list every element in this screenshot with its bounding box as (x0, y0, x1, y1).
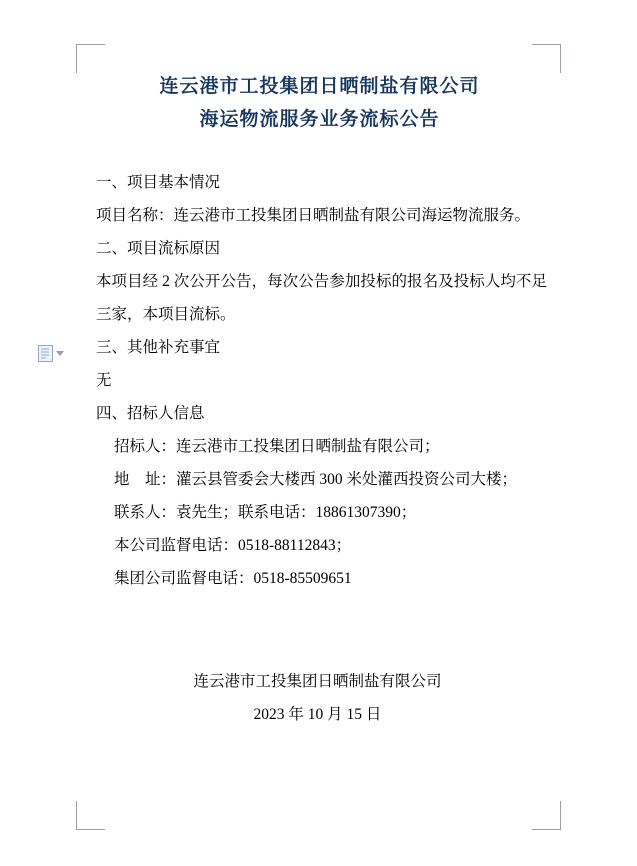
page-corner-mark-bottom-right (532, 801, 561, 830)
section-text-failure-reason: 本项目经 2 次公开公告，每次公告参加投标的报名及投标人均不足三家，本项目流标。 (96, 273, 547, 323)
section-text-project-name: 项目名称：连云港市工投集团日晒制盐有限公司海运物流服务。 (96, 207, 531, 224)
document-body (92, 70, 547, 731)
section-text-group-supervision-phone: 集团公司监督电话：0518-85509651 (114, 570, 352, 587)
section-heading-3: 三、其他补充事宜 (96, 339, 221, 356)
section-text-supplementary: 无 (96, 372, 112, 389)
section-heading-2: 二、项目流标原因 (96, 240, 221, 257)
document-sections (92, 166, 547, 595)
chevron-down-icon[interactable] (56, 351, 64, 356)
page-corner-mark-top-left (76, 44, 105, 73)
signature-company: 连云港市工投集团日晒制盐有限公司 (193, 673, 442, 690)
section-text-tenderer: 招标人：连云港市工投集团日晒制盐有限公司； (114, 438, 440, 455)
document-icon (38, 345, 53, 362)
section-text-company-supervision-phone: 本公司监督电话：0518-88112843； (114, 537, 352, 554)
section-text-address: 地 址：灌云县管委会大楼西 300 米处灌西投资公司大楼； (114, 471, 518, 488)
section-text-contact: 联系人：袁先生；联系电话：18861307390； (114, 504, 417, 521)
title-line-2: 海运物流服务业务流标公告 (199, 109, 440, 130)
document-object-anchor[interactable] (38, 345, 64, 362)
section-heading-4: 四、招标人信息 (96, 405, 205, 422)
page-corner-mark-top-right (532, 44, 561, 73)
signature-date: 2023 年 10 月 15 日 (253, 706, 382, 723)
document-title (92, 70, 547, 136)
document-signature (92, 665, 547, 731)
section-heading-1: 一、项目基本情况 (96, 174, 221, 191)
page-corner-mark-bottom-left (76, 801, 105, 830)
title-line-1: 连云港市工投集团日晒制盐有限公司 (159, 76, 480, 97)
